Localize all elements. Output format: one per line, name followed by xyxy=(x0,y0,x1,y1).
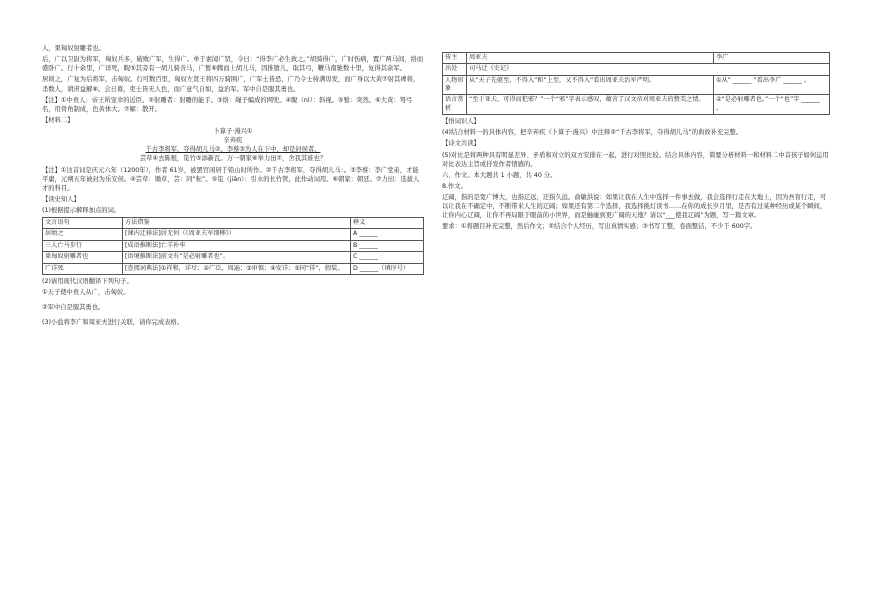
sub-question: ②军中自是服其勇也。 xyxy=(42,304,105,312)
poem-line: 芸草④去陈根，笕竹⑤添新瓦。万一朝家⑥举力田⑦，舍我其谁也？ xyxy=(139,155,327,163)
table-cell: “至于亚夫，可得而犯邪？”一个“邪”字表示感叹，蕴含了汉文帝对周亚夫的赞美之情。 xyxy=(467,95,714,115)
section-title: 【诗文共读】 xyxy=(442,140,480,148)
table-cell: 居顷之 xyxy=(43,229,123,240)
table-cell: 语言赏析 xyxy=(443,95,467,115)
sub-question: ①天子使中贵人从广，击匈奴。 xyxy=(42,289,130,297)
question: (2)请用现代汉语翻译下列句子。 xyxy=(42,277,133,285)
note: 【注】①中贵人：帝王所宠幸的近臣。②射雕者：射雕的能手。③络：绳子编成的网兜。④睨（nì）：斜视。⑤暂：突然。⑥大黄：弩弓名，用骨角制成，色黄体大。⑦解：散开。 xyxy=(42,96,413,113)
table-cell: [课内迁移法]居无何（《周亚夫军细柳》） xyxy=(123,229,351,240)
table-header: 传主 xyxy=(443,53,467,64)
vocab-table xyxy=(42,217,424,275)
answer-blank[interactable]: B ______ xyxy=(351,240,424,251)
table-cell: 司马迁《史记》 xyxy=(467,64,830,75)
table-cell: [语境推断法]前文有“是必射雕者也”。 xyxy=(123,252,351,263)
poem-line: 千古李将军，夺得胡儿马②。李蔡③为人在下中，却是封侯者。 xyxy=(145,146,321,154)
table-cell: 从“天子先驱至，不得入”和“上至，又不得入”看出周亚夫治军严明。 xyxy=(467,75,714,95)
table-header: 文言语句 xyxy=(43,218,123,229)
table-header: 周亚夫 xyxy=(467,53,714,64)
table-header: 李广 xyxy=(714,53,830,64)
table-cell: 果匈奴射雕者也 xyxy=(43,252,123,263)
paragraph: 人，果匈奴射雕者也。 xyxy=(42,45,105,52)
paragraph: 居顷之，广复为后将军，击匈奴。行可数百里，匈奴左贤王将四万骑围广，广军士皆恐，广乃令士持满毋发，而广身以大黄⑦射其裨将，杀数人，胡虏益解⑧。会日暮，吏士皆无人色，而广意气自如，益治军。军中自是服其勇也。 xyxy=(42,76,420,93)
table-cell: 三人亡马步行 xyxy=(43,240,123,251)
section-heading: 六、作文。本大题共 1 小题，共 40 分。 xyxy=(442,171,557,179)
table-cell: 广详死 xyxy=(43,263,123,274)
question: (5)对比是将两种具有明显差异、矛盾和对立的双方安排在一起，进行对照比较。结合具体内容，简要分析材料一和材料二中首孩子如何运用对比表达主旨或抒发作者情感的。 xyxy=(442,151,829,168)
question: (4)结合材料一的具体内容，把辛弃疾《卜算子·漫兴》中注释②“千古李将军，夺得胡儿马”的典故补充完整。 xyxy=(442,129,743,137)
right-column xyxy=(442,52,830,234)
answer-blank[interactable]: A ______ xyxy=(351,229,424,240)
answer-blank[interactable]: ②“是必射雕者也。”一个“也”字 ______ 。 xyxy=(714,95,830,115)
poem-author: 辛弃疾 xyxy=(223,137,243,145)
question: (1)根据提示解释加点的词。 xyxy=(42,207,121,214)
section-title: 【材料二】 xyxy=(42,116,74,124)
table-cell: [成语推断法]亡羊补牢 xyxy=(123,240,351,251)
answer-blank[interactable]: C ______ xyxy=(351,252,424,263)
section-title: 【读史知人】 xyxy=(42,195,80,203)
comparison-table xyxy=(442,52,830,115)
essay-prompt: 辽阔，指的是宽广博大，也指辽远，迂指久远。俞敏洪说：如果让我在人生中选择一件事去做，我会选择行走在大地上，因为吾盲行走，可以让我在不确定中，不断带来人生的辽阔；如果还有第二个选择，我选择挑灯读书……在你的成长岁月里，是否有过某种经历或某个瞬间，让你内心辽阔，让你不再局限于眼前的小世界，而是触碰到更广阔的天地？请以“___使我辽阔”为题，写一篇文章。 xyxy=(442,194,827,220)
note: 【注】①这首词是庆元六年（1200年），作者 61岁，被罢官闲居于铅山时所作。②千古李将军，夺得胡儿马：。③李蔡：李广堂弟，才能平庸，元朔五年被封为乐安侯。④芸草：锄草，芸：同“耘”。⑤笕（jiǎn）：引水的长竹管，此作动词用。⑥朝家：朝廷。⑦力田：选拔人才的科目。 xyxy=(42,166,420,192)
table-cell: [查阅词典法]①祥和，详尽；②广泛，周遍；③审慎；④安详；⑤同“佯”，假装。 xyxy=(123,263,351,274)
answer-blank[interactable]: ①从“ ______ ”看出李广 ______ 。 xyxy=(714,75,830,95)
table-header: 释义 xyxy=(351,218,424,229)
section-title: 【悟词识人】 xyxy=(442,118,480,126)
paragraph: 后，广以卫尉为将军，匈奴兵多，破败广军，生得广。单于素闻广贤，令曰：“得李广必生致之。”胡骑得广，广时伤病，置广两马间，络而盛卧广。行十余里，广详死，睨⑤其旁有一胡儿骑善马，广暂⑥腾而上胡儿马，因推堕儿，取其弓，鞭马南驰数十里，复得其余军。 xyxy=(42,56,424,73)
table-cell: 人物形象 xyxy=(443,75,467,95)
table-cell: 出处 xyxy=(443,64,467,75)
question: (3)小盐将李广和周亚夫进行关联，请你完成表格。 xyxy=(42,319,184,327)
answer-blank[interactable]: D ______（填序号） xyxy=(351,263,424,274)
poem-title: 卜算子·漫兴① xyxy=(213,128,253,135)
essay-requirements: 要求：①将题目补充完整，然后作文；②结合个人经历，写出真情实感；③书写工整，卷面整洁，不少于 600字。 xyxy=(442,223,757,231)
question-number: 8.作文。 xyxy=(442,182,467,190)
left-column xyxy=(42,44,424,329)
table-header: 方法借鉴 xyxy=(123,218,351,229)
